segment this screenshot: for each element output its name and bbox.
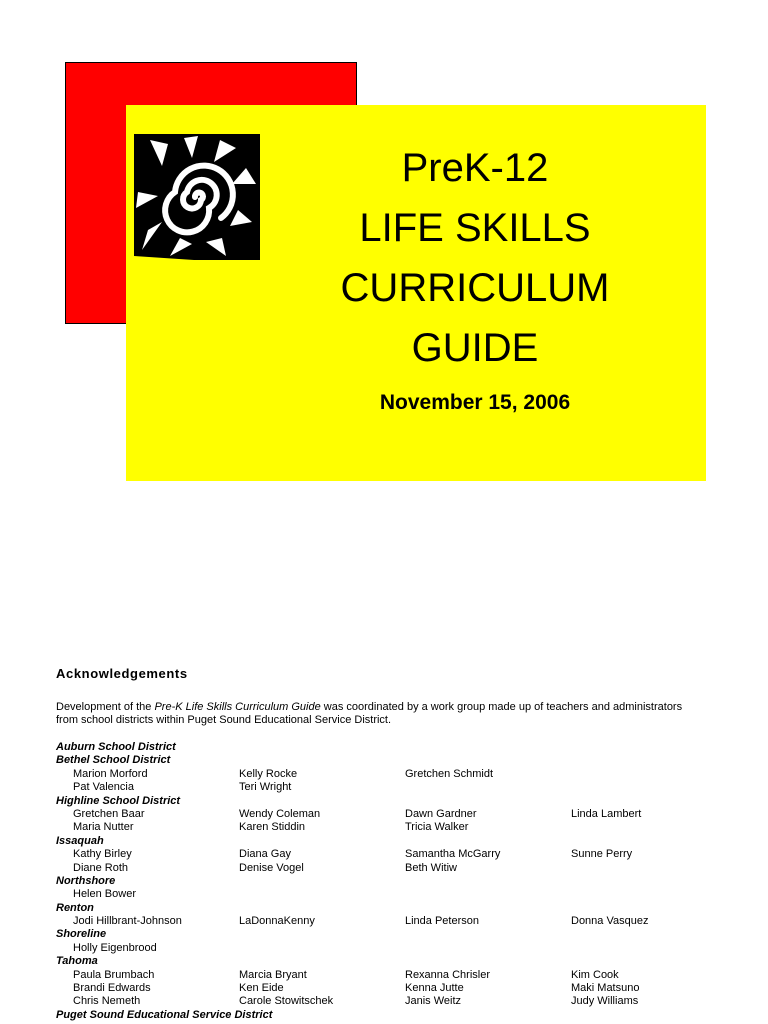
district-heading: Auburn School District <box>56 741 176 753</box>
contributor-name: Kenna Jutte <box>405 982 464 995</box>
contributor-name: Rexanna Chrisler <box>405 968 490 981</box>
contributor-name: Karen Stiddin <box>239 821 306 834</box>
district-heading: Issaquah <box>56 834 104 847</box>
intro-text: Development of the <box>56 701 155 713</box>
contributor-name: Carole Stowitschek <box>239 995 334 1008</box>
names-row <box>56 821 756 834</box>
acknowledgements-intro <box>56 701 706 728</box>
names-row <box>56 808 756 821</box>
contributor-name: LaDonnaKenny <box>239 915 315 928</box>
district-heading: Puget Sound Educational Service District <box>56 1008 273 1021</box>
contributor-name: Kim Cook <box>571 968 619 981</box>
contributor-name: Samantha McGarry <box>405 848 501 861</box>
title-line: CURRICULUM <box>340 266 610 310</box>
contributor-name: Judy Williams <box>571 995 639 1008</box>
names-row <box>56 915 756 928</box>
contributor-name: Tricia Walker <box>405 821 469 834</box>
names-row <box>56 768 756 781</box>
names-row <box>56 995 756 1008</box>
contributor-name: Teri Wright <box>239 781 292 794</box>
contributor-name: Pat Valencia <box>73 781 134 794</box>
contributor-name: Chris Nemeth <box>73 995 141 1008</box>
contributor-roster <box>56 741 756 1022</box>
contributor-name: Maki Matsuno <box>571 982 640 995</box>
contributor-name: Helen Bower <box>73 888 136 901</box>
contributor-name: Wendy Coleman <box>239 807 321 820</box>
spiral-sun-icon <box>134 134 260 260</box>
contributor-name: Jodi Hillbrant-Johnson <box>73 915 182 928</box>
contributor-name: Beth Witiw <box>405 861 457 874</box>
district-heading: Shoreline <box>56 928 107 941</box>
district-heading: Tahoma <box>56 955 98 968</box>
names-row <box>56 969 756 982</box>
district-heading: Northshore <box>56 874 116 887</box>
contributor-name: Marcia Bryant <box>239 968 307 981</box>
contributor-name: Gretchen Baar <box>73 807 145 820</box>
acknowledgements-heading: Acknowledgements <box>56 666 188 681</box>
names-row <box>56 982 756 995</box>
title-line: GUIDE <box>411 326 539 370</box>
contributor-name: Donna Vasquez <box>571 915 649 928</box>
contributor-name: Holly Eigenbrood <box>73 941 157 954</box>
contributor-name: Maria Nutter <box>73 821 134 834</box>
names-row <box>56 862 756 875</box>
names-row <box>56 781 756 794</box>
contributor-name: Sunne Perry <box>571 848 633 861</box>
contributor-name: Linda Peterson <box>405 915 479 928</box>
contributor-name: Paula Brumbach <box>73 968 155 981</box>
contributor-name: Dawn Gardner <box>405 807 477 820</box>
contributor-name: Diana Gay <box>239 848 291 861</box>
guide-title-italic: Pre-K Life Skills Curriculum Guide <box>154 701 321 713</box>
contributor-name: Linda Lambert <box>571 807 642 820</box>
contributor-name: Gretchen Schmidt <box>405 767 494 780</box>
names-row <box>56 888 756 901</box>
title-line: PreK-12 <box>401 146 549 190</box>
district-heading: Renton <box>56 901 94 914</box>
district-heading: Highline School District <box>56 794 181 807</box>
title-line: LIFE SKILLS <box>359 206 591 250</box>
contributor-name: Marion Morford <box>73 767 148 780</box>
district-heading: Bethel School District <box>56 754 171 767</box>
intro-text: was coordinated by a work group made up of teachers and administrators from school districts within Puget Sound Educational Service District. <box>56 701 683 727</box>
contributor-name: Kathy Birley <box>73 848 132 861</box>
contributor-name: Ken Eide <box>239 982 284 995</box>
contributor-name: Diane Roth <box>73 861 129 874</box>
document-date: November 15, 2006 <box>379 391 571 414</box>
document-title <box>270 138 680 378</box>
contributor-name: Brandi Edwards <box>73 982 151 995</box>
contributor-name: Kelly Rocke <box>239 767 298 780</box>
contributor-name: Janis Weitz <box>405 995 462 1008</box>
names-row <box>56 942 756 955</box>
contributor-name: Denise Vogel <box>239 861 304 874</box>
names-row <box>56 848 756 861</box>
